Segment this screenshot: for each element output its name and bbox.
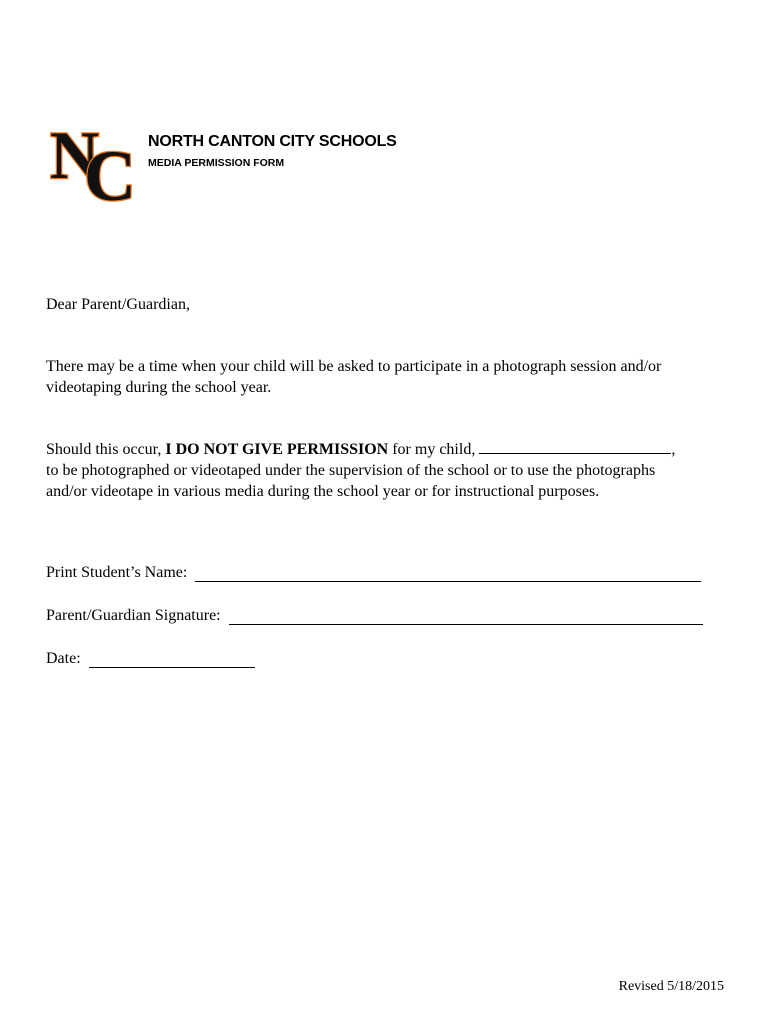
date-field <box>46 650 255 668</box>
permission-suffix: for my child, <box>388 441 480 458</box>
signature-field <box>46 607 703 625</box>
paragraph-intro-line: There may be a time when your child will be asked to participate in a photograph session and/or <box>46 358 662 375</box>
permission-line-1 <box>46 439 675 460</box>
date-label: Date: <box>46 650 81 667</box>
date-line[interactable] <box>89 652 255 668</box>
form-header <box>148 133 397 169</box>
permission-bold: I DO NOT GIVE PERMISSION <box>165 441 389 458</box>
svg-text:N: N <box>50 117 100 193</box>
signature-line[interactable] <box>229 609 703 625</box>
permission-line-2: to be photographed or videotaped under the supervision of the school or to use the photographs <box>46 462 656 479</box>
student-name-field <box>46 564 701 582</box>
student-name-line[interactable] <box>195 566 701 582</box>
form-title: MEDIA PERMISSION FORM <box>148 157 285 169</box>
nc-logo <box>48 116 138 204</box>
school-name: NORTH CANTON CITY SCHOOLS <box>148 133 397 150</box>
permission-line-3: and/or videotape in various media during the school year or for instructional purposes. <box>46 483 600 500</box>
paragraph-intro-line: videotaping during the school year. <box>46 379 272 396</box>
paragraph-permission <box>46 439 675 502</box>
paragraph-intro <box>46 356 661 398</box>
svg-text:C: C <box>84 136 136 204</box>
revision-date: Revised 5/18/2015 <box>618 979 724 994</box>
signature-label: Parent/Guardian Signature: <box>46 607 221 624</box>
student-name-label: Print Student’s Name: <box>46 564 188 581</box>
permission-prefix: Should this occur, <box>46 441 166 458</box>
permission-comma: , <box>671 441 676 458</box>
child-name-blank[interactable] <box>479 439 671 454</box>
salutation: Dear Parent/Guardian, <box>46 296 190 313</box>
